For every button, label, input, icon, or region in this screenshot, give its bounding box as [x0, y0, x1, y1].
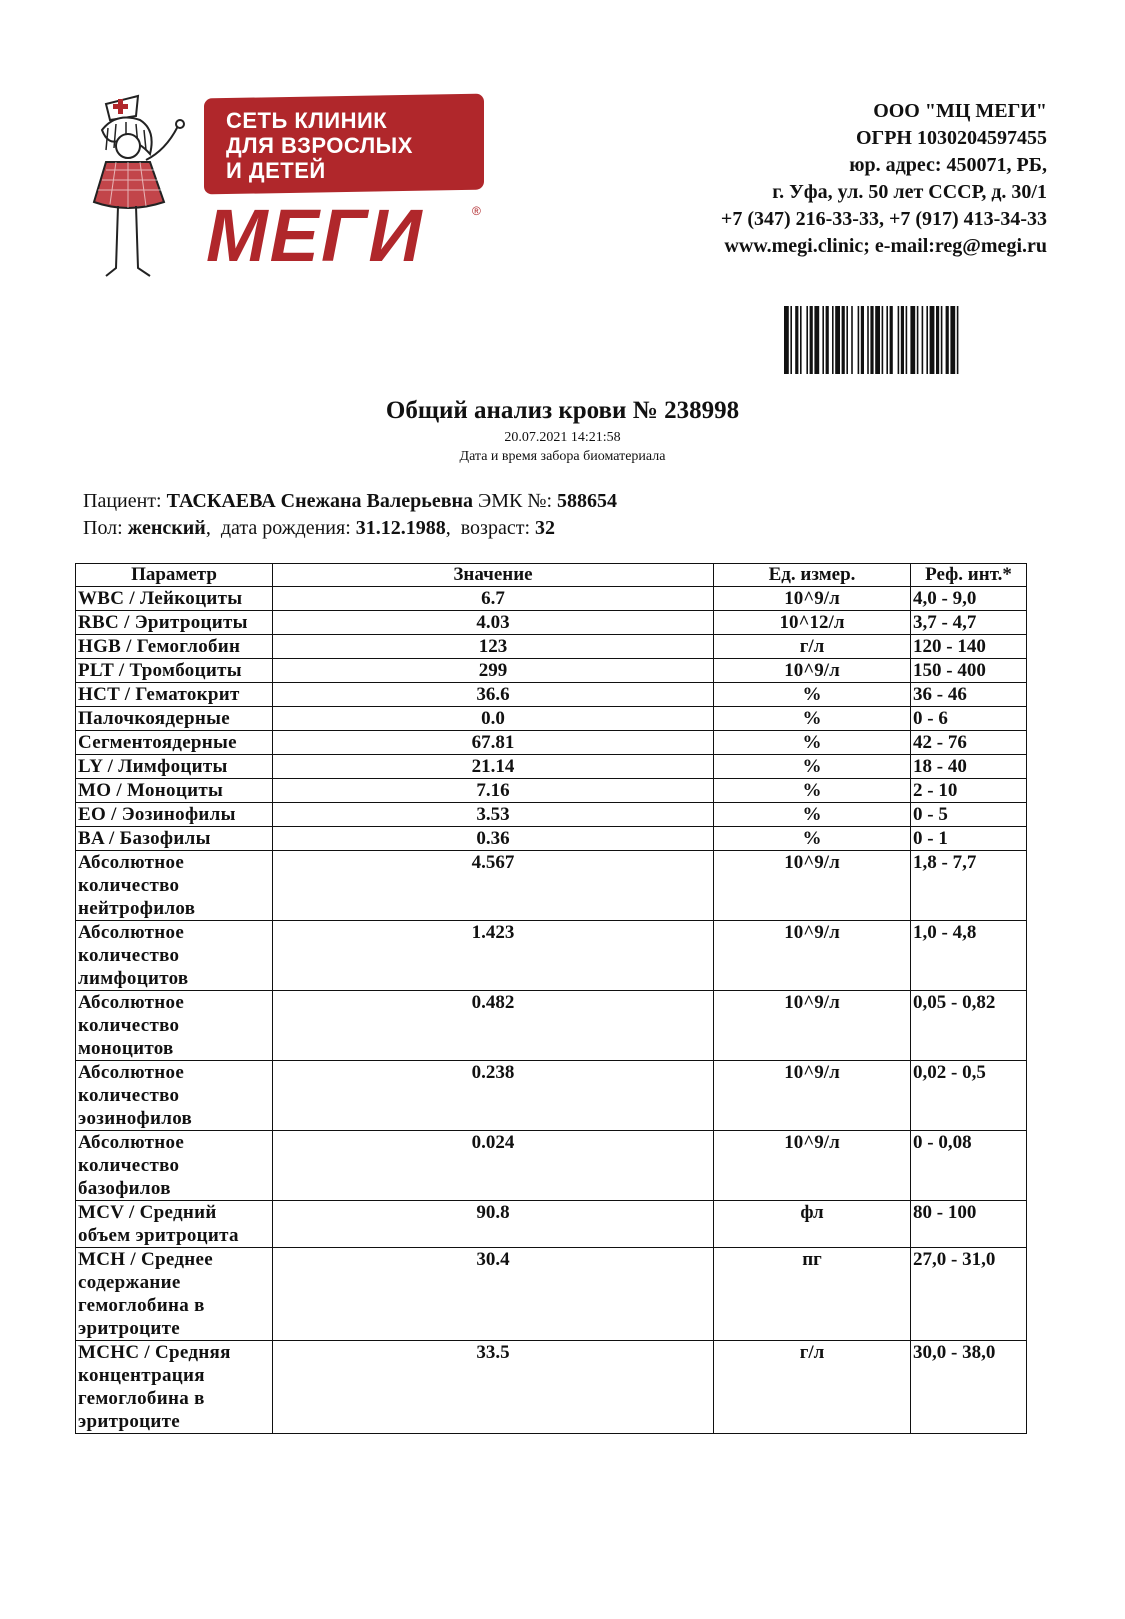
- barcode-bar: [835, 306, 840, 374]
- table-row: [76, 731, 1027, 755]
- reference-cell: 150 - 400: [911, 659, 1027, 683]
- age-label: возраст:: [460, 517, 531, 539]
- value-cell: 0.0: [273, 707, 714, 731]
- barcode-bar: [822, 306, 824, 374]
- emk-label: ЭМК №:: [478, 490, 553, 512]
- reference-cell: 4,0 - 9,0: [911, 587, 1027, 611]
- reference-cell: 36 - 46: [911, 683, 1027, 707]
- unit-cell: пг: [714, 1248, 911, 1341]
- unit-cell: 10^9/л: [714, 851, 911, 921]
- barcode-bar: [870, 306, 873, 374]
- parameter-cell: MCV / Средний объем эритроцита: [76, 1201, 273, 1248]
- reference-cell: 1,0 - 4,8: [911, 921, 1027, 991]
- parameter-cell: MCH / Среднее содержание гемоглобина в эритроците: [76, 1248, 273, 1341]
- value-cell: 1.423: [273, 921, 714, 991]
- parameter-cell: HGB / Гемоглобин: [76, 635, 273, 659]
- value-cell: 67.81: [273, 731, 714, 755]
- table-row: [76, 1061, 1027, 1131]
- company-name: ООО "МЦ МЕГИ": [873, 100, 1047, 122]
- clinic-logo: [76, 86, 496, 286]
- barcode-bar: [800, 306, 802, 374]
- barcode-bar: [936, 306, 939, 374]
- reference-cell: 120 - 140: [911, 635, 1027, 659]
- unit-cell: 10^9/л: [714, 921, 911, 991]
- table-row: [76, 1131, 1027, 1201]
- barcode-bar: [886, 306, 888, 374]
- unit-cell: 10^9/л: [714, 991, 911, 1061]
- barcode-bar: [858, 306, 860, 374]
- table-row: [76, 1201, 1027, 1248]
- sample-datetime-label: Дата и время забора биоматериала: [459, 449, 666, 464]
- unit-cell: 10^9/л: [714, 587, 911, 611]
- unit-cell: %: [714, 707, 911, 731]
- company-address-line-1: юр. адрес: 450071, РБ,: [849, 154, 1047, 176]
- barcode-bar: [832, 306, 834, 374]
- table-header-row: [76, 564, 1027, 587]
- table-row: [76, 755, 1027, 779]
- barcode-bar: [875, 306, 880, 374]
- barcode-bar: [957, 306, 959, 374]
- value-cell: 6.7: [273, 587, 714, 611]
- barcode-bar: [941, 306, 943, 374]
- barcode-bar: [930, 306, 935, 374]
- patient-sex: женский: [127, 517, 206, 539]
- parameter-cell: BA / Базофилы: [76, 827, 273, 851]
- table-row: [76, 921, 1027, 991]
- unit-cell: %: [714, 731, 911, 755]
- company-web-email: www.megi.clinic; e-mail:reg@megi.ru: [724, 235, 1047, 257]
- barcode-bar: [917, 306, 919, 374]
- barcode-bar: [898, 306, 900, 374]
- unit-cell: %: [714, 683, 911, 707]
- patient-age: 32: [535, 517, 556, 539]
- table-row: [76, 851, 1027, 921]
- table-row: [76, 683, 1027, 707]
- value-cell: 299: [273, 659, 714, 683]
- logo-banner-line: СЕТЬ КЛИНИК: [226, 108, 388, 133]
- reference-cell: 1,8 - 7,7: [911, 851, 1027, 921]
- parameter-cell: Абсолютное количество базофилов: [76, 1131, 273, 1201]
- parameter-cell: Абсолютное количество эозинофилов: [76, 1061, 273, 1131]
- parameter-cell: MO / Моноциты: [76, 779, 273, 803]
- value-cell: 123: [273, 635, 714, 659]
- barcode-bar: [906, 306, 908, 374]
- reference-cell: 30,0 - 38,0: [911, 1341, 1027, 1434]
- unit-cell: %: [714, 755, 911, 779]
- document-title: Общий анализ крови № 238998: [385, 397, 740, 424]
- results-table: [75, 563, 1027, 1434]
- reference-cell: 27,0 - 31,0: [911, 1248, 1027, 1341]
- header-parameter: Параметр: [76, 564, 273, 587]
- value-cell: 0.238: [273, 1061, 714, 1131]
- emk-number: 588654: [557, 490, 618, 512]
- patient-label: Пациент:: [83, 490, 162, 512]
- barcode-bar: [784, 306, 789, 374]
- parameter-cell: WBC / Лейкоциты: [76, 587, 273, 611]
- unit-cell: 10^9/л: [714, 1061, 911, 1131]
- logo-banner-line: ДЛЯ ВЗРОСЛЫХ: [226, 133, 413, 158]
- reference-cell: 0 - 0,08: [911, 1131, 1027, 1201]
- logo-banner-line: И ДЕТЕЙ: [226, 158, 326, 183]
- table-row: [76, 827, 1027, 851]
- patient-line-2: Пол: женский, дата рождения: 31.12.1988, возраст: 32: [83, 517, 556, 539]
- table-row: [76, 991, 1027, 1061]
- reference-cell: 3,7 - 4,7: [911, 611, 1027, 635]
- parameter-cell: Сегментоядерные: [76, 731, 273, 755]
- barcode-bar: [851, 306, 853, 374]
- reference-cell: 18 - 40: [911, 755, 1027, 779]
- unit-cell: фл: [714, 1201, 911, 1248]
- parameter-cell: Абсолютное количество нейтрофилов: [76, 851, 273, 921]
- table-row: [76, 1341, 1027, 1434]
- value-cell: 4.03: [273, 611, 714, 635]
- logo-banner-text: [226, 108, 486, 183]
- parameter-cell: MCHC / Средняя концентрация гемоглобина в эритроците: [76, 1341, 273, 1434]
- unit-cell: г/л: [714, 635, 911, 659]
- barcode-bar: [882, 306, 884, 374]
- table-row: [76, 611, 1027, 635]
- value-cell: 36.6: [273, 683, 714, 707]
- table-row: [76, 587, 1027, 611]
- barcode-bar: [946, 306, 949, 374]
- value-cell: 0.024: [273, 1131, 714, 1201]
- parameter-cell: RBC / Эритроциты: [76, 611, 273, 635]
- nurse-mascot-icon: [76, 90, 206, 286]
- company-address-line-2: г. Уфа, ул. 50 лет СССР, д. 30/1: [772, 181, 1047, 203]
- registered-mark: ®: [472, 204, 481, 218]
- value-cell: 0.482: [273, 991, 714, 1061]
- patient-dob: 31.12.1988: [355, 517, 446, 539]
- parameter-cell: Палочкоядерные: [76, 707, 273, 731]
- value-cell: 4.567: [273, 851, 714, 921]
- sample-datetime: 20.07.2021 14:21:58: [504, 430, 621, 445]
- reference-cell: 0 - 5: [911, 803, 1027, 827]
- value-cell: 21.14: [273, 755, 714, 779]
- barcode-bar: [901, 306, 904, 374]
- barcode-bar: [806, 306, 808, 374]
- unit-cell: %: [714, 827, 911, 851]
- unit-cell: 10^12/л: [714, 611, 911, 635]
- dob-label: дата рождения:: [220, 517, 351, 539]
- barcode-bar: [922, 306, 924, 374]
- unit-cell: %: [714, 803, 911, 827]
- barcode-bar: [790, 306, 792, 374]
- reference-cell: 2 - 10: [911, 779, 1027, 803]
- barcode-bar: [826, 306, 829, 374]
- barcode-bar: [910, 306, 915, 374]
- table-row: [76, 779, 1027, 803]
- barcode-bar: [814, 306, 819, 374]
- table-row: [76, 707, 1027, 731]
- unit-cell: 10^9/л: [714, 659, 911, 683]
- patient-line-1: [83, 488, 617, 515]
- unit-cell: %: [714, 779, 911, 803]
- barcode-bar: [861, 306, 864, 374]
- header-reference: Реф. инт.*: [911, 564, 1027, 587]
- value-cell: 90.8: [273, 1201, 714, 1248]
- reference-cell: 80 - 100: [911, 1201, 1027, 1248]
- company-ogrn: ОГРН 1030204597455: [855, 127, 1047, 149]
- document-header: [0, 396, 1125, 466]
- results-body: [76, 587, 1027, 1434]
- barcode-bar: [867, 306, 869, 374]
- barcode-icon: [784, 306, 1006, 374]
- patient-name: ТАСКАЕВА Снежана Валерьевна: [166, 490, 474, 512]
- barcode-bar: [842, 306, 845, 374]
- table-row: [76, 659, 1027, 683]
- barcode-bar: [846, 306, 848, 374]
- company-info: [721, 98, 1047, 260]
- sex-label: Пол:: [83, 517, 123, 539]
- reference-cell: 0,05 - 0,82: [911, 991, 1027, 1061]
- company-phones: +7 (347) 216-33-33, +7 (917) 413-34-33: [720, 208, 1047, 230]
- barcode-bar: [890, 306, 893, 374]
- reference-cell: 0,02 - 0,5: [911, 1061, 1027, 1131]
- table-row: [76, 1248, 1027, 1341]
- reference-cell: 0 - 6: [911, 707, 1027, 731]
- parameter-cell: PLT / Тромбоциты: [76, 659, 273, 683]
- parameter-cell: Абсолютное количество моноцитов: [76, 991, 273, 1061]
- barcode-bar: [926, 306, 928, 374]
- unit-cell: г/л: [714, 1341, 911, 1434]
- parameter-cell: HCT / Гематокрит: [76, 683, 273, 707]
- barcode-bar: [795, 306, 798, 374]
- table-row: [76, 803, 1027, 827]
- unit-cell: 10^9/л: [714, 1131, 911, 1201]
- header-unit: Ед. измер.: [714, 564, 911, 587]
- reference-cell: 0 - 1: [911, 827, 1027, 851]
- barcode-bar: [810, 306, 813, 374]
- header-value: Значение: [273, 564, 714, 587]
- value-cell: 0.36: [273, 827, 714, 851]
- value-cell: 3.53: [273, 803, 714, 827]
- parameter-cell: Абсолютное количество лимфоцитов: [76, 921, 273, 991]
- table-row: [76, 635, 1027, 659]
- value-cell: 33.5: [273, 1341, 714, 1434]
- logo-brand-name: МЕГИ: [206, 194, 424, 277]
- value-cell: 7.16: [273, 779, 714, 803]
- barcode-bar: [950, 306, 955, 374]
- parameter-cell: EO / Эозинофилы: [76, 803, 273, 827]
- value-cell: 30.4: [273, 1248, 714, 1341]
- patient-info: [83, 488, 617, 542]
- parameter-cell: LY / Лимфоциты: [76, 755, 273, 779]
- reference-cell: 42 - 76: [911, 731, 1027, 755]
